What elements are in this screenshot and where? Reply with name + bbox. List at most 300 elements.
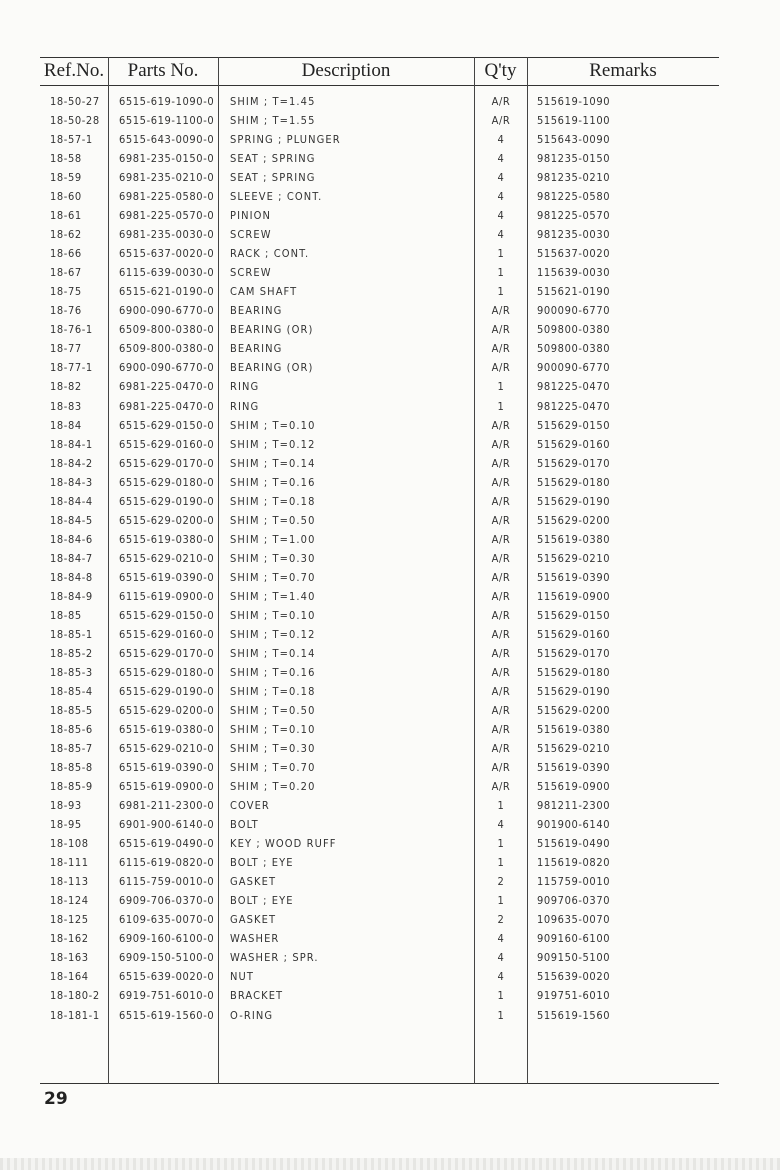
table-row — [0, 320, 780, 339]
description-cell: SHIM ; T=0.16 — [230, 665, 316, 679]
description-cell: SHIM ; T=0.50 — [230, 704, 316, 717]
table-row — [0, 435, 780, 454]
parts-no-cell: 6515-629-0200-0 — [119, 513, 215, 527]
quantity-cell: A/R — [491, 761, 511, 775]
quantity-cell: 4 — [497, 932, 505, 946]
description-cell: RING — [230, 399, 260, 413]
table-row — [0, 149, 780, 168]
description-cell: BOLT ; EYE — [230, 856, 294, 870]
scan-edge-artifact — [0, 1158, 780, 1170]
quantity-cell: 4 — [497, 951, 505, 965]
table-row — [0, 720, 780, 739]
ref-no-cell: 18-93 — [50, 799, 82, 813]
table-row — [0, 986, 780, 1005]
remarks-cell: 515629-0170 — [537, 646, 611, 660]
ref-no-cell: 18-67 — [50, 266, 82, 280]
ref-no-cell: 18-62 — [50, 228, 82, 242]
description-cell: SHIM ; T=0.70 — [230, 761, 316, 775]
table-row — [0, 777, 780, 796]
table-row — [0, 834, 780, 853]
parts-no-cell: 6515-629-0200-0 — [119, 704, 215, 717]
parts-no-cell: 6981-211-2300-0 — [119, 799, 215, 813]
ref-no-cell: 18-76 — [50, 304, 82, 318]
remarks-cell: 515619-0380 — [537, 532, 611, 546]
parts-no-cell: 6901-900-6140-0 — [119, 818, 215, 832]
parts-no-cell: 6515-629-0160-0 — [119, 627, 215, 641]
quantity-cell: A/R — [491, 684, 511, 698]
ref-no-cell: 18-84-4 — [50, 494, 93, 508]
table-row — [0, 910, 780, 929]
table-row — [0, 549, 780, 568]
quantity-cell: 4 — [497, 190, 505, 204]
remarks-cell: 515629-0150 — [537, 608, 611, 622]
remarks-cell: 515621-0190 — [537, 285, 611, 299]
quantity-cell: A/R — [491, 723, 511, 737]
table-row — [0, 225, 780, 244]
table-row — [0, 492, 780, 511]
quantity-cell: 4 — [497, 152, 505, 166]
table-row — [0, 168, 780, 187]
parts-no-cell: 6515-619-0490-0 — [119, 837, 215, 851]
quantity-cell: A/R — [491, 95, 511, 108]
quantity-cell: 4 — [497, 818, 505, 832]
quantity-cell: 1 — [497, 399, 505, 413]
parts-no-cell: 6115-619-0820-0 — [119, 856, 215, 870]
table-row — [0, 282, 780, 301]
table-row — [0, 473, 780, 492]
description-cell: GASKET — [230, 913, 277, 927]
parts-no-cell: 6981-235-0210-0 — [119, 171, 215, 185]
description-cell: SHIM ; T=0.18 — [230, 684, 316, 698]
description-cell: SHIM ; T=1.45 — [230, 95, 316, 108]
parts-no-cell: 6515-619-1100-0 — [119, 114, 215, 128]
description-cell: KEY ; WOOD RUFF — [230, 837, 337, 851]
description-cell: RACK ; CONT. — [230, 247, 310, 261]
ref-no-cell: 18-58 — [50, 152, 82, 166]
ref-no-cell: 18-85-4 — [50, 684, 93, 698]
description-cell: BEARING — [230, 342, 283, 356]
quantity-cell: 1 — [497, 837, 505, 851]
ref-no-cell: 18-82 — [50, 380, 82, 394]
ref-no-cell: 18-181-1 — [50, 1008, 100, 1022]
ref-no-cell: 18-84-3 — [50, 475, 93, 489]
quantity-cell: A/R — [491, 665, 511, 679]
table-row — [0, 739, 780, 758]
quantity-cell: 4 — [497, 228, 505, 242]
header-remarks: Remarks — [589, 60, 657, 81]
table-row — [0, 568, 780, 587]
table-row — [0, 111, 780, 130]
description-cell: BEARING (OR) — [230, 323, 314, 337]
quantity-cell: A/R — [491, 437, 511, 451]
parts-no-cell: 6515-629-0190-0 — [119, 494, 215, 508]
parts-no-cell: 6515-629-0150-0 — [119, 418, 215, 432]
remarks-cell: 515619-0490 — [537, 837, 611, 851]
parts-no-cell: 6115-759-0010-0 — [119, 875, 215, 889]
quantity-cell: A/R — [491, 646, 511, 660]
ref-no-cell: 18-95 — [50, 818, 82, 832]
description-cell: GASKET — [230, 875, 277, 889]
table-row — [0, 377, 780, 396]
description-cell: O-RING — [230, 1008, 274, 1022]
parts-no-cell: 6909-150-5100-0 — [119, 951, 215, 965]
ref-no-cell: 18-85 — [50, 608, 82, 622]
table-row — [0, 130, 780, 149]
ref-no-cell: 18-85-5 — [50, 704, 93, 717]
description-cell: BRACKET — [230, 989, 284, 1003]
quantity-cell: 1 — [497, 989, 505, 1003]
table-row — [0, 530, 780, 549]
table-row — [0, 663, 780, 682]
ref-no-cell: 18-61 — [50, 209, 82, 223]
description-cell: SHIM ; T=0.10 — [230, 608, 316, 622]
parts-no-cell: 6515-629-0190-0 — [119, 684, 215, 698]
table-row — [0, 244, 780, 263]
parts-no-cell: 6515-619-0900-0 — [119, 780, 215, 794]
remarks-cell: 909150-5100 — [537, 951, 611, 965]
parts-no-cell: 6515-619-1090-0 — [119, 95, 215, 108]
quantity-cell: 1 — [497, 894, 505, 908]
description-cell: SHIM ; T=0.14 — [230, 646, 316, 660]
remarks-cell: 509800-0380 — [537, 342, 611, 356]
parts-no-cell: 6900-090-6770-0 — [119, 361, 215, 375]
ref-no-cell: 18-50-28 — [50, 114, 100, 128]
description-cell: BEARING (OR) — [230, 361, 314, 375]
ref-no-cell: 18-85-7 — [50, 742, 93, 756]
quantity-cell: 1 — [497, 380, 505, 394]
header-description: Description — [301, 60, 391, 81]
quantity-cell: A/R — [491, 342, 511, 356]
ref-no-cell: 18-85-1 — [50, 627, 93, 641]
parts-no-cell: 6515-629-0180-0 — [119, 475, 215, 489]
remarks-cell: 509800-0380 — [537, 323, 611, 337]
ref-no-cell: 18-113 — [50, 875, 89, 889]
description-cell: SHIM ; T=0.30 — [230, 742, 316, 756]
table-bottom-rule — [40, 1083, 719, 1084]
remarks-cell: 109635-0070 — [537, 913, 611, 927]
remarks-cell: 115619-0900 — [537, 589, 611, 603]
table-row — [0, 682, 780, 701]
parts-no-cell: 6981-225-0470-0 — [119, 399, 215, 413]
ref-no-cell: 18-108 — [50, 837, 89, 851]
quantity-cell: A/R — [491, 418, 511, 432]
quantity-cell: 4 — [497, 133, 505, 147]
description-cell: SHIM ; T=0.20 — [230, 780, 316, 794]
remarks-cell: 515637-0020 — [537, 247, 611, 261]
table-row — [0, 587, 780, 606]
ref-no-cell: 18-85-9 — [50, 780, 93, 794]
description-cell: SHIM ; T=0.10 — [230, 723, 316, 737]
ref-no-cell: 18-85-2 — [50, 646, 93, 660]
table-row — [0, 701, 780, 720]
parts-no-cell: 6515-621-0190-0 — [119, 285, 215, 299]
parts-no-cell: 6981-225-0470-0 — [119, 380, 215, 394]
remarks-cell: 515619-0390 — [537, 761, 611, 775]
description-cell: SHIM ; T=0.30 — [230, 551, 316, 565]
quantity-cell: A/R — [491, 475, 511, 489]
header-ref-no: Ref.No. — [43, 60, 105, 81]
quantity-cell: A/R — [491, 570, 511, 584]
description-cell: SHIM ; T=0.14 — [230, 456, 316, 470]
remarks-cell: 981225-0580 — [537, 190, 611, 204]
ref-no-cell: 18-84-5 — [50, 513, 93, 527]
table-row — [0, 92, 780, 111]
ref-no-cell: 18-75 — [50, 285, 82, 299]
remarks-cell: 115759-0010 — [537, 875, 611, 889]
remarks-cell: 900090-6770 — [537, 361, 611, 375]
remarks-cell: 901900-6140 — [537, 818, 611, 832]
remarks-cell: 515629-0170 — [537, 456, 611, 470]
remarks-cell: 981235-0210 — [537, 171, 611, 185]
quantity-cell: 2 — [497, 875, 505, 889]
remarks-cell: 515629-0210 — [537, 742, 611, 756]
ref-no-cell: 18-163 — [50, 951, 89, 965]
remarks-cell: 115619-0820 — [537, 856, 611, 870]
parts-no-cell: 6115-639-0030-0 — [119, 266, 215, 280]
remarks-cell: 515629-0190 — [537, 494, 611, 508]
description-cell: SHIM ; T=1.40 — [230, 589, 316, 603]
ref-no-cell: 18-83 — [50, 399, 82, 413]
remarks-cell: 515629-0210 — [537, 551, 611, 565]
quantity-cell: A/R — [491, 608, 511, 622]
description-cell: BOLT ; EYE — [230, 894, 294, 908]
quantity-cell: A/R — [491, 589, 511, 603]
ref-no-cell: 18-180-2 — [50, 989, 100, 1003]
table-row — [0, 853, 780, 872]
description-cell: SHIM ; T=0.10 — [230, 418, 316, 432]
ref-no-cell: 18-59 — [50, 171, 82, 185]
parts-no-cell: 6515-629-0170-0 — [119, 456, 215, 470]
quantity-cell: A/R — [491, 532, 511, 546]
parts-no-cell: 6515-629-0210-0 — [119, 742, 215, 756]
table-row — [0, 358, 780, 377]
quantity-cell: 1 — [497, 799, 505, 813]
description-cell: COVER — [230, 799, 270, 813]
page-number: 29 — [44, 1089, 68, 1109]
description-cell: SCREW — [230, 266, 272, 280]
table-row — [0, 339, 780, 358]
table-row — [0, 511, 780, 530]
quantity-cell: 1 — [497, 285, 505, 299]
description-cell: SHIM ; T=0.70 — [230, 570, 316, 584]
quantity-cell: 1 — [497, 247, 505, 261]
quantity-cell: A/R — [491, 513, 511, 527]
description-cell: SEAT ; SPRING — [230, 171, 316, 185]
remarks-cell: 515629-0160 — [537, 437, 611, 451]
table-row — [0, 397, 780, 416]
quantity-cell: 1 — [497, 1008, 505, 1022]
description-cell: WASHER — [230, 932, 280, 946]
table-row — [0, 606, 780, 625]
description-cell: SCREW — [230, 228, 272, 242]
parts-no-cell: 6981-235-0150-0 — [119, 152, 215, 166]
table-row — [0, 948, 780, 967]
table-row — [0, 815, 780, 834]
description-cell: SHIM ; T=1.55 — [230, 114, 316, 128]
ref-no-cell: 18-84-6 — [50, 532, 93, 546]
parts-no-cell: 6900-090-6770-0 — [119, 304, 215, 318]
ref-no-cell: 18-85-3 — [50, 665, 93, 679]
description-cell: PINION — [230, 209, 271, 223]
table-row — [0, 454, 780, 473]
ref-no-cell: 18-77 — [50, 342, 82, 356]
remarks-cell: 115639-0030 — [537, 266, 611, 280]
header-parts-no: Parts No. — [127, 60, 199, 81]
ref-no-cell: 18-84 — [50, 418, 82, 432]
table-row — [0, 206, 780, 225]
ref-no-cell: 18-76-1 — [50, 323, 93, 337]
table-row — [0, 187, 780, 206]
ref-no-cell: 18-111 — [50, 856, 89, 870]
description-cell: WASHER ; SPR. — [230, 951, 319, 965]
ref-no-cell: 18-84-1 — [50, 437, 93, 451]
ref-no-cell: 18-57-1 — [50, 133, 93, 147]
parts-no-cell: 6509-800-0380-0 — [119, 342, 215, 356]
parts-no-cell: 6981-235-0030-0 — [119, 228, 215, 242]
parts-table-body — [0, 92, 780, 1025]
quantity-cell: 1 — [497, 856, 505, 870]
quantity-cell: A/R — [491, 494, 511, 508]
remarks-cell: 515629-0200 — [537, 704, 611, 717]
remarks-cell: 515619-1560 — [537, 1008, 611, 1022]
table-row — [0, 929, 780, 948]
ref-no-cell: 18-84-7 — [50, 551, 93, 565]
remarks-cell: 515619-1100 — [537, 114, 611, 128]
remarks-cell: 515629-0190 — [537, 684, 611, 698]
table-row — [0, 263, 780, 282]
ref-no-cell: 18-162 — [50, 932, 89, 946]
parts-no-cell: 6109-635-0070-0 — [119, 913, 215, 927]
table-row — [0, 872, 780, 891]
description-cell: SHIM ; T=1.00 — [230, 532, 316, 546]
parts-no-cell: 6509-800-0380-0 — [119, 323, 215, 337]
remarks-cell: 515619-0380 — [537, 723, 611, 737]
remarks-cell: 515629-0180 — [537, 475, 611, 489]
remarks-cell: 981235-0150 — [537, 152, 611, 166]
ref-no-cell: 18-124 — [50, 894, 89, 908]
quantity-cell: A/R — [491, 704, 511, 717]
remarks-cell: 515629-0200 — [537, 513, 611, 527]
table-row — [0, 796, 780, 815]
remarks-cell: 981225-0470 — [537, 380, 611, 394]
ref-no-cell: 18-77-1 — [50, 361, 93, 375]
quantity-cell: A/R — [491, 361, 511, 375]
parts-no-cell: 6515-619-0390-0 — [119, 570, 215, 584]
header-bottom-rule — [40, 85, 719, 86]
description-cell: SEAT ; SPRING — [230, 152, 316, 166]
parts-no-cell: 6515-619-0390-0 — [119, 761, 215, 775]
description-cell: SHIM ; T=0.16 — [230, 475, 316, 489]
description-cell: SLEEVE ; CONT. — [230, 190, 323, 204]
ref-no-cell: 18-66 — [50, 247, 82, 261]
description-cell: SHIM ; T=0.12 — [230, 437, 316, 451]
description-cell: SHIM ; T=0.50 — [230, 513, 316, 527]
table-row — [0, 967, 780, 986]
remarks-cell: 515629-0150 — [537, 418, 611, 432]
parts-no-cell: 6515-629-0150-0 — [119, 608, 215, 622]
description-cell: SHIM ; T=0.12 — [230, 627, 316, 641]
remarks-cell: 981211-2300 — [537, 799, 611, 813]
quantity-cell: 4 — [497, 209, 505, 223]
table-row — [0, 1006, 780, 1025]
parts-no-cell: 6909-160-6100-0 — [119, 932, 215, 946]
description-cell: BEARING — [230, 304, 283, 318]
description-cell: CAM SHAFT — [230, 285, 298, 299]
ref-no-cell: 18-84-8 — [50, 570, 93, 584]
table-row — [0, 301, 780, 320]
remarks-cell: 981225-0470 — [537, 399, 611, 413]
remarks-cell: 515643-0090 — [537, 133, 611, 147]
remarks-cell: 515619-0390 — [537, 570, 611, 584]
parts-no-cell: 6515-619-1560-0 — [119, 1008, 215, 1022]
quantity-cell: A/R — [491, 323, 511, 337]
ref-no-cell: 18-85-8 — [50, 761, 93, 775]
parts-no-cell: 6515-639-0020-0 — [119, 970, 215, 984]
remarks-cell: 515629-0160 — [537, 627, 611, 641]
remarks-cell: 981225-0570 — [537, 209, 611, 223]
parts-no-cell: 6515-629-0180-0 — [119, 665, 215, 679]
parts-no-cell: 6909-706-0370-0 — [119, 894, 215, 908]
quantity-cell: 1 — [497, 266, 505, 280]
ref-no-cell: 18-50-27 — [50, 95, 100, 108]
ref-no-cell: 18-164 — [50, 970, 89, 984]
remarks-cell: 909706-0370 — [537, 894, 611, 908]
quantity-cell: A/R — [491, 114, 511, 128]
quantity-cell: 4 — [497, 171, 505, 185]
table-row — [0, 416, 780, 435]
parts-no-cell: 6515-619-0380-0 — [119, 532, 215, 546]
remarks-cell: 515619-0900 — [537, 780, 611, 794]
table-row — [0, 891, 780, 910]
parts-no-cell: 6515-629-0160-0 — [119, 437, 215, 451]
description-cell: RING — [230, 380, 260, 394]
header-quantity: Q'ty — [484, 60, 517, 81]
quantity-cell: A/R — [491, 551, 511, 565]
parts-no-cell: 6515-629-0210-0 — [119, 551, 215, 565]
ref-no-cell: 18-125 — [50, 913, 89, 927]
parts-no-cell: 6515-619-0380-0 — [119, 723, 215, 737]
description-cell: SHIM ; T=0.18 — [230, 494, 316, 508]
parts-no-cell: 6515-637-0020-0 — [119, 247, 215, 261]
remarks-cell: 515619-1090 — [537, 95, 611, 108]
remarks-cell: 919751-6010 — [537, 989, 611, 1003]
parts-no-cell: 6115-619-0900-0 — [119, 589, 215, 603]
quantity-cell: A/R — [491, 780, 511, 794]
ref-no-cell: 18-84-2 — [50, 456, 93, 470]
remarks-cell: 900090-6770 — [537, 304, 611, 318]
parts-no-cell: 6515-629-0170-0 — [119, 646, 215, 660]
remarks-cell: 909160-6100 — [537, 932, 611, 946]
quantity-cell: A/R — [491, 742, 511, 756]
description-cell: SPRING ; PLUNGER — [230, 133, 341, 147]
remarks-cell: 981235-0030 — [537, 228, 611, 242]
remarks-cell: 515639-0020 — [537, 970, 611, 984]
quantity-cell: A/R — [491, 456, 511, 470]
quantity-cell: A/R — [491, 304, 511, 318]
parts-no-cell: 6919-751-6010-0 — [119, 989, 215, 1003]
description-cell: BOLT — [230, 818, 259, 832]
ref-no-cell: 18-84-9 — [50, 589, 93, 603]
parts-no-cell: 6981-225-0570-0 — [119, 209, 215, 223]
remarks-cell: 515629-0180 — [537, 665, 611, 679]
ref-no-cell: 18-85-6 — [50, 723, 93, 737]
description-cell: NUT — [230, 970, 254, 984]
quantity-cell: 2 — [497, 913, 505, 927]
quantity-cell: A/R — [491, 627, 511, 641]
table-row — [0, 644, 780, 663]
parts-no-cell: 6515-643-0090-0 — [119, 133, 215, 147]
quantity-cell: 4 — [497, 970, 505, 984]
